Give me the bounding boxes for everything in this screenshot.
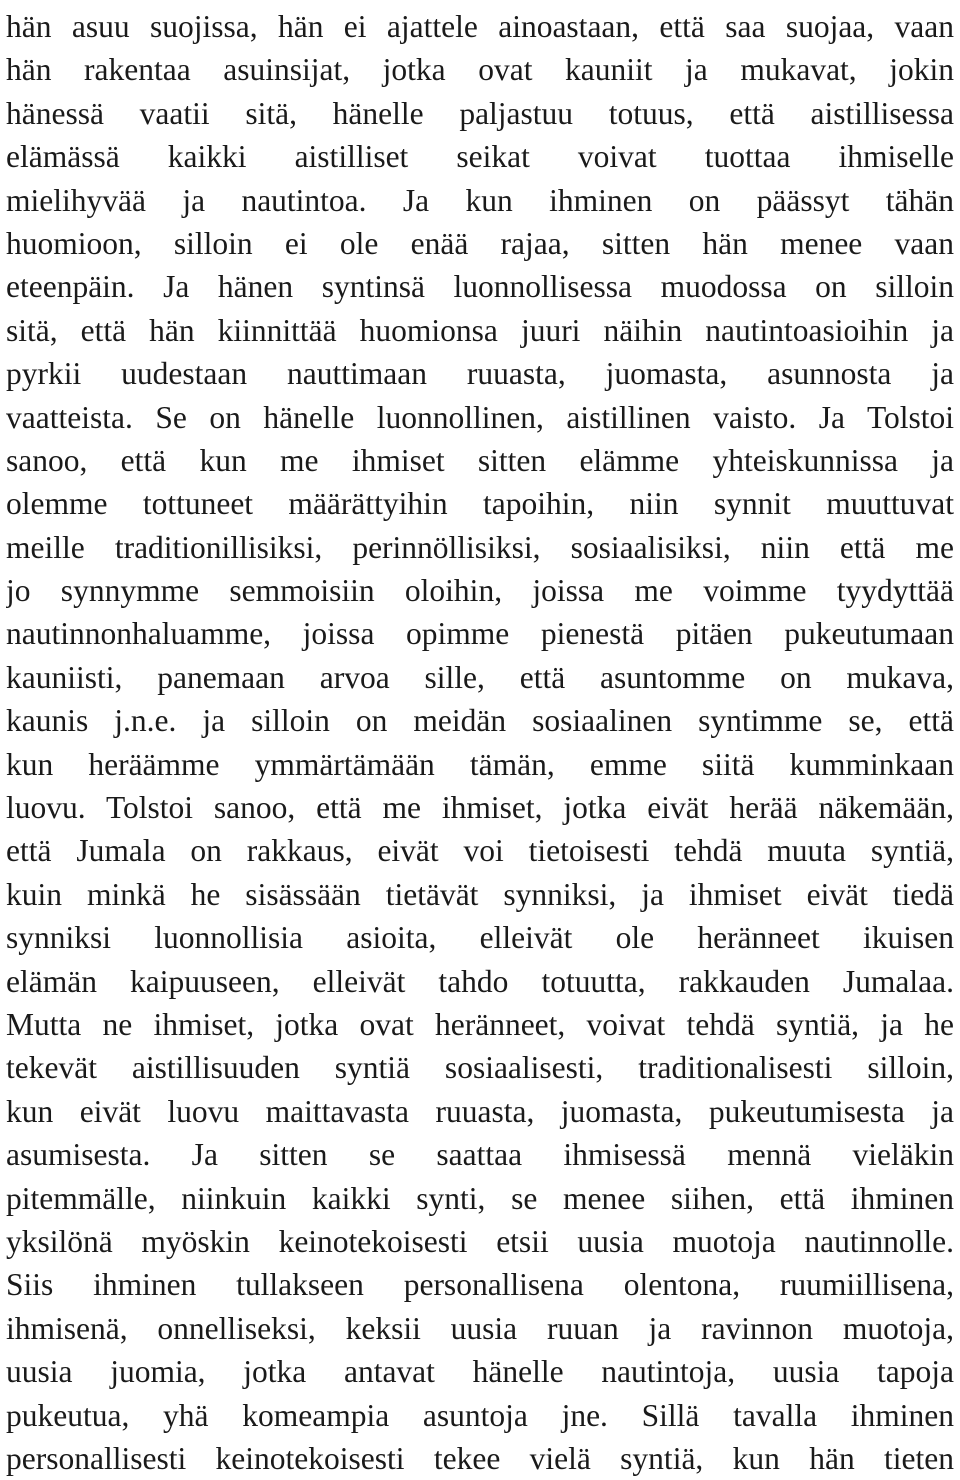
text-line-4: elämässä kaikki aistilliset seikat voivat tuottaa ihmiselle <box>6 139 954 175</box>
text-line-18: kun heräämme ymmärtämään tämän, emme siitä kumminkaan <box>6 746 954 782</box>
text-line-25: tekevät aistillisuuden syntiä sosiaalisesti, traditionalisesti silloin, <box>6 1050 954 1086</box>
text-line-9: pyrkii uudestaan nauttimaan ruuasta, juomasta, asunnosta ja <box>6 356 954 392</box>
text-line-5: mielihyvää ja nautintoa. Ja kun ihminen on päässyt tähän <box>6 182 954 218</box>
text-line-29: yksilönä myöskin keinotekoisesti etsii uusia muotoja nautinnolle. <box>6 1223 954 1259</box>
text-line-3: hänessä vaatii sitä, hänelle paljastuu totuus, että aistillisessa <box>6 95 954 131</box>
text-line-22: synniksi luonnollisia asioita, elleivät ole heränneet ikuisen <box>6 920 954 956</box>
text-line-7: eteenpäin. Ja hänen syntinsä luonnollisessa muodossa on silloin <box>6 269 954 305</box>
text-line-34: personallisesti keinotekoisesti tekee vielä syntiä, kun hän tieten <box>6 1440 954 1476</box>
text-line-15: nautinnonhaluamme, joissa opimme pienestä pitäen pukeutumaan <box>6 616 954 652</box>
text-line-17: kaunis j.n.e. ja silloin on meidän sosiaalinen syntimme se, että <box>6 703 954 739</box>
text-line-6: huomioon, silloin ei ole enää rajaa, sitten hän menee vaan <box>6 225 954 261</box>
text-line-13: meille traditionillisiksi, perinnöllisiksi, sosiaalisiksi, niin että me <box>6 529 954 565</box>
text-line-33: pukeutua, yhä komeampia asuntoja jne. Sillä tavalla ihminen <box>6 1397 954 1433</box>
text-line-20: että Jumala on rakkaus, eivät voi tietoisesti tehdä muuta syntiä, <box>6 833 954 869</box>
text-line-21: kuin minkä he sisässään tietävät synniksi, ja ihmiset eivät tiedä <box>6 876 954 912</box>
text-line-14: jo synnymme semmoisiin oloihin, joissa me voimme tyydyttää <box>6 573 954 609</box>
text-line-11: sanoo, että kun me ihmiset sitten elämme yhteiskunnissa ja <box>6 442 954 478</box>
text-line-19: luovu. Tolstoi sanoo, että me ihmiset, jotka eivät herää näkemään, <box>6 790 954 826</box>
body-text <box>6 0 954 1480</box>
text-line-27: asumisesta. Ja sitten se saattaa ihmisessä mennä vieläkin <box>6 1137 954 1173</box>
text-line-10: vaatteista. Se on hänelle luonnollinen, aistillinen vaisto. Ja Tolstoi <box>6 399 954 435</box>
text-line-12: olemme tottuneet määrättyihin tapoihin, niin synnit muuttuvat <box>6 486 954 522</box>
text-line-16: kauniisti, panemaan arvoa sille, että asuntomme on mukava, <box>6 659 954 695</box>
text-line-31: ihmisenä, onnelliseksi, keksii uusia ruuan ja ravinnon muotoja, <box>6 1310 954 1346</box>
text-line-23: elämän kaipuuseen, elleivät tahdo totuutta, rakkauden Jumalaa. <box>6 963 954 999</box>
text-line-8: sitä, että hän kiinnittää huomionsa juuri näihin nautintoasioihin ja <box>6 312 954 348</box>
text-line-26: kun eivät luovu maittavasta ruuasta, juomasta, pukeutumisesta ja <box>6 1093 954 1129</box>
text-line-24: Mutta ne ihmiset, jotka ovat heränneet, voivat tehdä syntiä, ja he <box>6 1006 954 1042</box>
text-line-32: uusia juomia, jotka antavat hänelle nautintoja, uusia tapoja <box>6 1354 954 1390</box>
text-line-2: hän rakentaa asuinsijat, jotka ovat kauniit ja mukavat, jokin <box>6 52 954 88</box>
text-line-1: hän asuu suojissa, hän ei ajattele ainoastaan, että saa suojaa, vaan <box>6 9 954 44</box>
text-line-28: pitemmälle, niinkuin kaikki synti, se menee siihen, että ihminen <box>6 1180 954 1216</box>
text-line-30: Siis ihminen tullakseen personallisena olentona, ruumiillisena, <box>6 1267 954 1303</box>
